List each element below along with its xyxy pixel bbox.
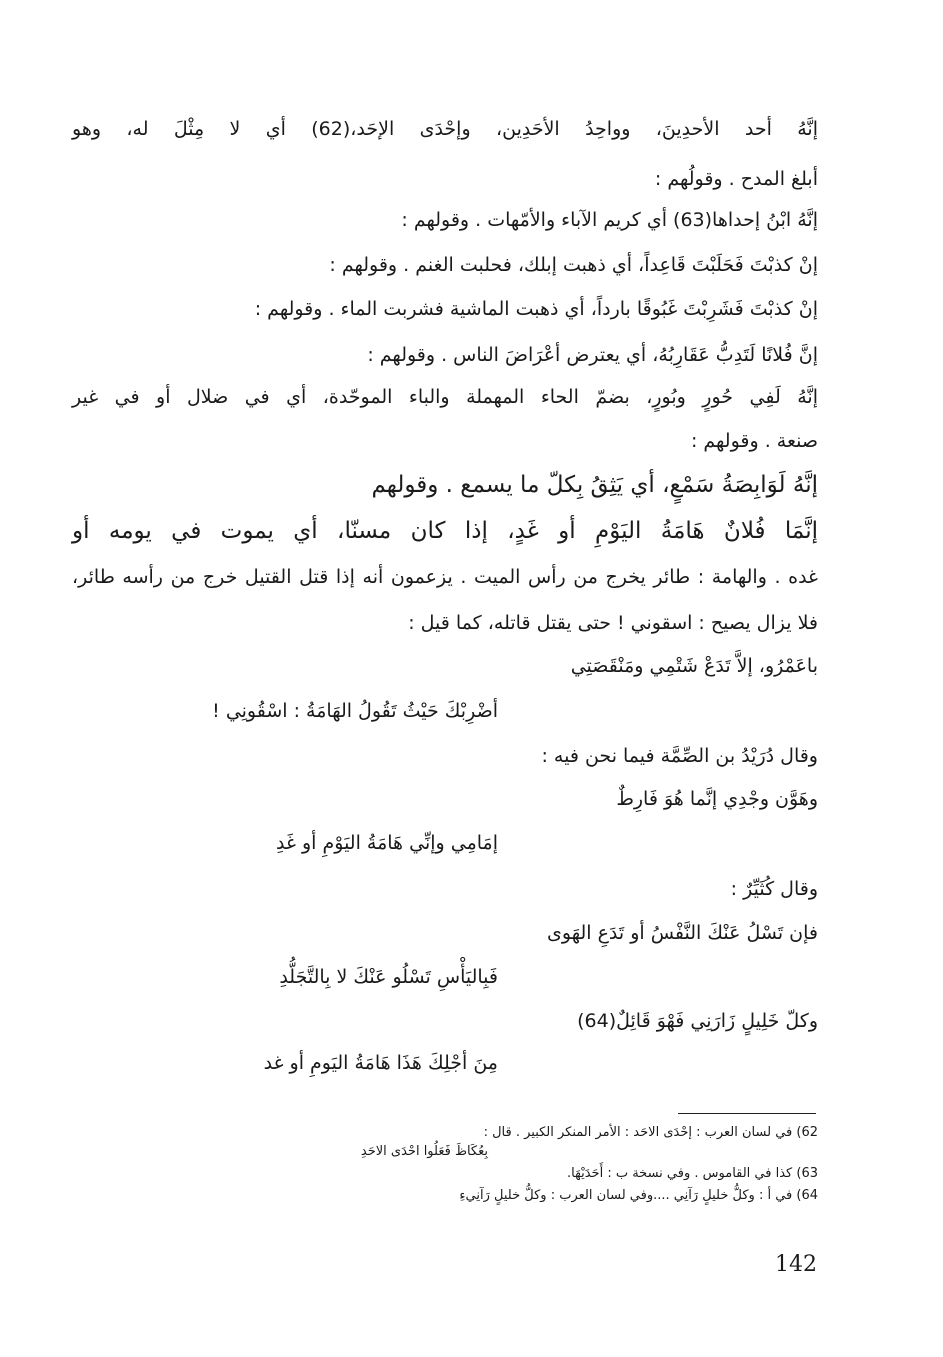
footnote-63: 63) كذا في القاموس . وفي نسخة ب : أَحَدَيْهَا. (567, 1166, 818, 1181)
poem2-line1: وهَوَّن وجْدِي إنَّما هُوَ فَارِطٌ (616, 788, 818, 810)
body-line-9: إنَّهُ لَوَابِصَةُ سَمْعٍ، أي يَثِقُ بِكلّ ما يسمع . وقولهم (371, 472, 818, 498)
body-line-2: أبلغ المدح . وقولُهم : (654, 168, 818, 190)
body-line-1: إنَّهُ أحد الأحدِينَ، وواحِدُ الأحَدِين، وإحْدَى الإحَد،(62) أي لا مِثْلَ له، وهو (72, 118, 818, 140)
body-line-12: فلا يزال يصيح : اسقوني ! حتى يقتل قاتله، كما قيل : (408, 612, 818, 634)
poem2-line2: إمَامِي وإنِّي هَامَةُ اليَوْمِ أو غَدِ (276, 832, 498, 854)
poem3-line4: مِنَ أجْلِكَ هَذَا هَامَةُ اليَومِ أو غد (263, 1052, 498, 1074)
poem1-line1: باعَمْرُو، إلاَّ تَدَعْ شَتْمِي ومَنْقَصَتِي (570, 655, 818, 677)
poem3-line1: فإن تَسْلُ عَنْكَ النَّفْسُ أو تَدَعِ الهَوى (547, 922, 818, 944)
body-line-4: إنْ كذبْتَ فَحَلَبْتَ قَاعِداً، أي ذهبت إبلك، فحلبت الغنم . وقولهم : (329, 254, 818, 276)
body-line-3: إنَّهُ ابْنُ إحداها(63) أي كريم الآباء والأمّهات . وقولهم : (401, 209, 818, 231)
page-number: 142 (775, 1252, 817, 1277)
footnote-62-verse: بِعُكَاظَ فَعَلُوا احْدَى الاحَدِ (360, 1144, 488, 1159)
body-line-11: غده . والهامة : طائر يخرج من رأس الميت . يزعمون أنه إذا قتل القتيل خرج من رأسه طائر، (72, 566, 818, 588)
body-line-5: إنْ كذبْتَ فَشَرِبْتَ غَبُوقًا بارداً، أي ذهبت الماشية فشربت الماء . وقولهم : (254, 298, 818, 320)
poem1-line2: أضْرِبْكَ حَيْثُ تَقُولُ الهَامَةُ : اسْقُونِي ! (212, 700, 498, 722)
intro-durayd: وقال دُرَيْدُ بن الصِّمَّة فيما نحن فيه : (541, 745, 818, 767)
intro-kuthayyir: وقال كُثَيِّرٌ : (730, 878, 818, 900)
poem3-line3: وكلّ خَلِيلٍ زَارَنِي فَهْوَ قَائِلٌ(64) (577, 1010, 818, 1032)
footnote-64: 64) في أ : وكلُّ خليلٍ رَآنِي ....وفي لسان العرب : وكلُّ خليلٍ رَآنِيءِ (459, 1188, 818, 1203)
body-line-8: صنعة . وقولهم : (690, 430, 818, 452)
body-line-6: إنَّ فُلانًا لَتَدِبُّ عَقَارِبُهُ، أي يعترض أعْرَاضَ الناس . وقولهم : (367, 344, 818, 366)
footnote-62: 62) في لسان العرب : إحْدَى الاحَد : الأمر المنكر الكبير . قال : (483, 1125, 818, 1140)
body-line-7: إنَّهُ لَفِي حُورٍ وبُورٍ، بضمّ الحاء المهملة والباء الموحّدة، أي في ضلال أو في غير (72, 386, 818, 408)
poem3-line2: فَبِاليَأْسِ تَسْلُو عَنْكَ لا بِالتَّجَلُّدِ (279, 966, 498, 988)
footnote-separator (678, 1113, 816, 1114)
body-line-10: إنَّمَا فُلانٌ هَامَةُ اليَوْمِ أو غَدٍ، إذا كان مسنّا، أي يموت في يومه أو (72, 518, 818, 544)
